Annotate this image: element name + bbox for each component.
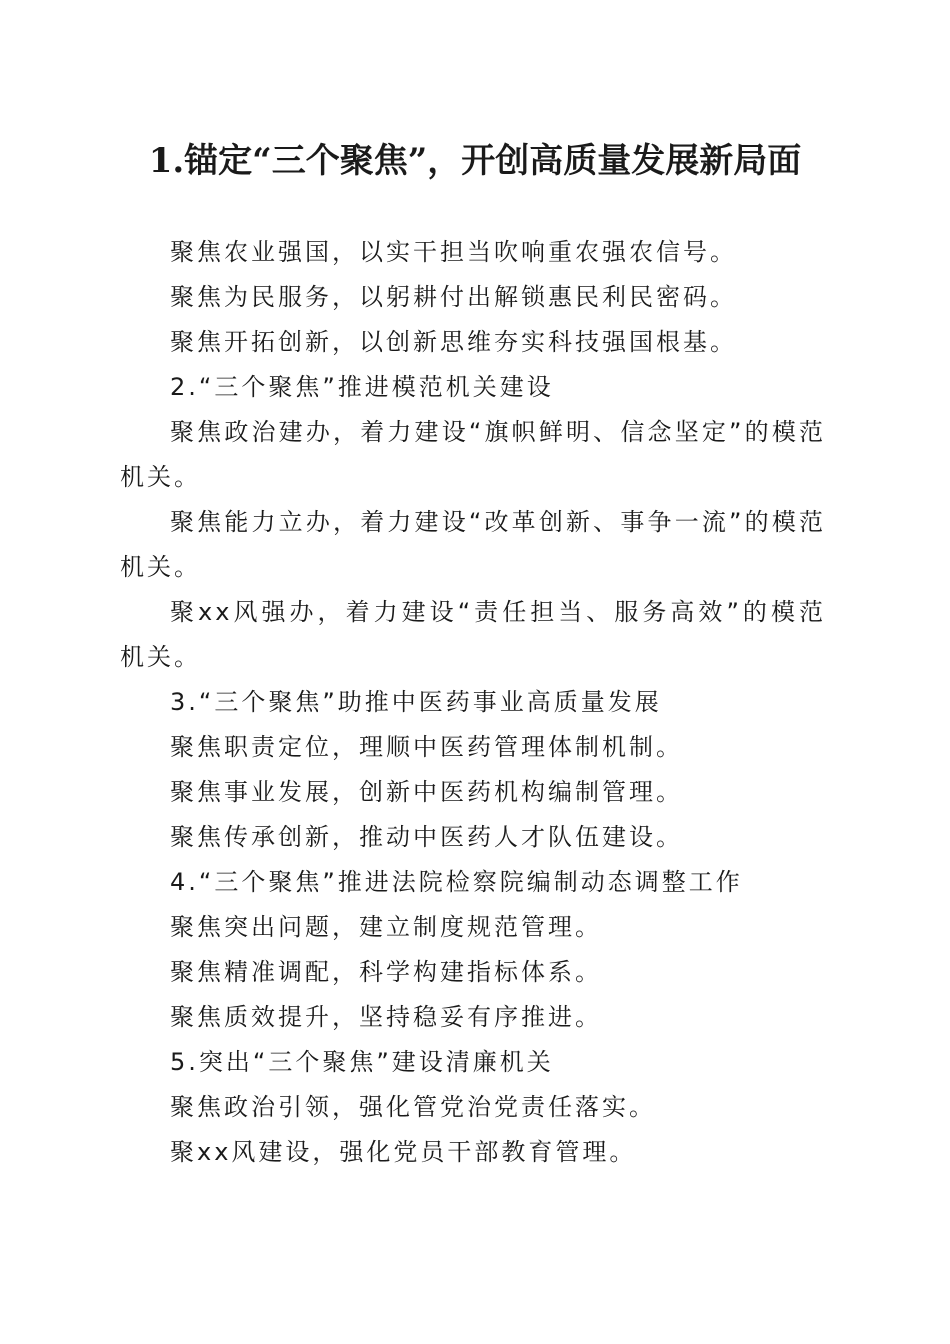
- paragraph-11: 聚焦精准调配，科学构建指标体系。: [170, 958, 602, 986]
- paragraph-8: 聚焦事业发展，创新中医药机构编制管理。: [170, 778, 683, 806]
- section-heading-2: 2.“三个聚焦”推进模范机关建设: [170, 373, 554, 401]
- paragraph-10: 聚焦突出问题，建立制度规范管理。: [170, 913, 602, 941]
- paragraph-4: 聚焦政治建办，着力建设“旗帜鲜明、信念坚定”的模范机关。: [120, 418, 826, 491]
- paragraph-2: 聚焦为民服务，以躬耕付出解锁惠民利民密码。: [170, 283, 737, 311]
- document-title: 1.锚定“三个聚焦”，开创高质量发展新局面: [148, 141, 802, 181]
- document-body: [120, 230, 826, 1175]
- paragraph-13: 聚焦政治引领，强化管党治党责任落实。: [170, 1093, 656, 1121]
- section-heading-4: 4.“三个聚焦”推进法院检察院编制动态调整工作: [170, 868, 743, 896]
- paragraph-6: 聚xx风强办，着力建设“责任担当、服务高效”的模范机关。: [120, 598, 826, 671]
- paragraph-12: 聚焦质效提升，坚持稳妥有序推进。: [170, 1003, 602, 1031]
- paragraph-9: 聚焦传承创新，推动中医药人才队伍建设。: [170, 823, 683, 851]
- section-heading-5: 5.突出“三个聚焦”建设清廉机关: [170, 1048, 554, 1076]
- paragraph-5: 聚焦能力立办，着力建设“改革创新、事争一流”的模范机关。: [120, 508, 826, 581]
- section-heading-3: 3.“三个聚焦”助推中医药事业高质量发展: [170, 688, 662, 716]
- paragraph-7: 聚焦职责定位，理顺中医药管理体制机制。: [170, 733, 683, 761]
- paragraph-14: 聚xx风建设，强化党员干部教育管理。: [170, 1138, 637, 1166]
- paragraph-1: 聚焦农业强国，以实干担当吹响重农强农信号。: [170, 238, 737, 266]
- paragraph-3: 聚焦开拓创新，以创新思维夯实科技强国根基。: [170, 328, 737, 356]
